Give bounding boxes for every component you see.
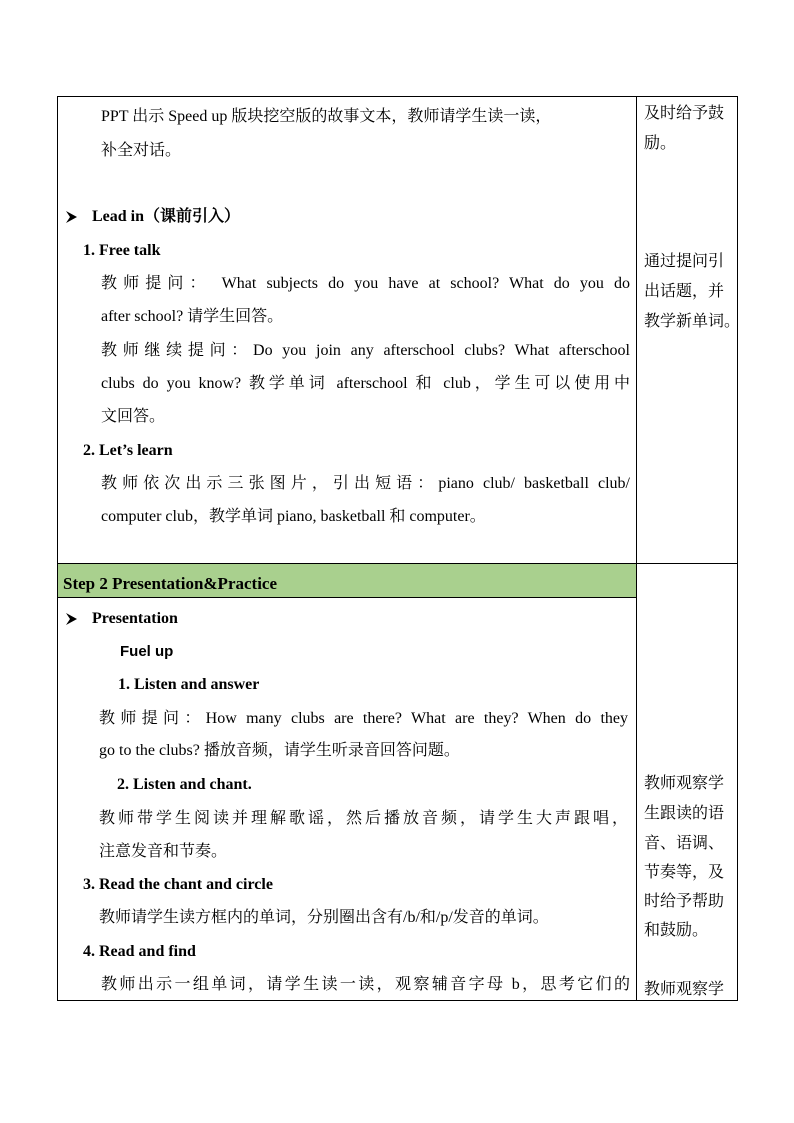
note-3-line-3: 音、语调、 xyxy=(644,835,725,852)
read-chant-heading: 3. Read the chant and circle xyxy=(83,876,273,893)
note-3-line-4: 节奏等，及 xyxy=(644,864,725,881)
step-heading-divider xyxy=(57,597,637,598)
intro-line-1: PPT 出示 Speed up 版块挖空版的故事文本，教师请学生读一读， xyxy=(101,108,552,125)
lets-learn-line-2: computer club，教学单词 piano, basketball 和 computer。 xyxy=(101,508,486,525)
read-find-heading: 4. Read and find xyxy=(83,943,196,960)
free-talk-line-1: 教师提问： What subjects do you have at school? What do you do xyxy=(101,275,630,292)
free-talk-line-3: 教师继续提问：Do you join any afterschool clubs? What afterschool xyxy=(101,342,630,359)
note-1-line-2: 励。 xyxy=(644,135,677,152)
free-talk-line-5: 文回答。 xyxy=(101,408,166,425)
listen-answer-line-2: go to the clubs? 播放音频，请学生听录音回答问题。 xyxy=(99,742,460,759)
note-2-line-3: 教学新单词。 xyxy=(644,313,741,330)
read-find-line-1: 教师出示一组单词，请学生读一读，观察辅音字母 b，思考它们的 xyxy=(101,976,630,993)
note-3-line-5: 时给予帮助 xyxy=(644,893,725,910)
free-talk-line-2: after school? 请学生回答。 xyxy=(101,308,284,325)
table-left-border xyxy=(57,96,58,1001)
listen-chant-line-1: 教师带学生阅读并理解歌谣，然后播放音频，请学生大声跟唱， xyxy=(99,810,628,827)
lead-in-heading: Lead in（课前引入） xyxy=(92,208,241,225)
note-2-line-1: 通过提问引 xyxy=(644,253,725,270)
listen-answer-heading: 1. Listen and answer xyxy=(118,676,260,693)
presentation-heading: Presentation xyxy=(92,610,178,627)
table-top-border xyxy=(57,96,738,97)
table-right-border xyxy=(737,96,738,1001)
fuel-up-label: Fuel up xyxy=(120,643,174,660)
note-3-line-1: 教师观察学 xyxy=(644,775,725,792)
lets-learn-line-1: 教师依次出示三张图片，引出短语：piano club/ basketball club/ xyxy=(101,475,630,492)
free-talk-heading: 1. Free talk xyxy=(83,242,161,259)
listen-answer-line-1: 教师提问：How many clubs are there? What are they? When do they xyxy=(99,710,628,727)
bullet-arrow-icon xyxy=(66,211,77,223)
free-talk-line-4: clubs do you know? 教学单词 afterschool 和 club，学生可以使用中 xyxy=(101,375,630,392)
listen-chant-heading: 2. Listen and chant. xyxy=(117,776,252,793)
table-bottom-border xyxy=(57,1000,738,1001)
read-chant-line-1: 教师请学生读方框内的单词，分别圈出含有/b/和/p/发音的单词。 xyxy=(99,909,549,926)
note-2-line-2: 出话题，并 xyxy=(644,283,725,300)
note-1-line-1: 及时给予鼓 xyxy=(644,105,725,122)
lets-learn-heading: 2. Let’s learn xyxy=(83,442,173,459)
step2-heading: Step 2 Presentation&Practice xyxy=(63,574,278,593)
bullet-arrow-icon xyxy=(66,613,77,625)
note-3-line-6: 和鼓励。 xyxy=(644,922,709,939)
intro-line-2: 补全对话。 xyxy=(101,142,182,159)
note-4-line-1: 教师观察学 xyxy=(644,981,725,998)
listen-chant-line-2: 注意发音和节奏。 xyxy=(99,843,228,860)
table-column-divider xyxy=(636,96,637,1001)
note-3-line-2: 生跟读的语 xyxy=(644,805,725,822)
